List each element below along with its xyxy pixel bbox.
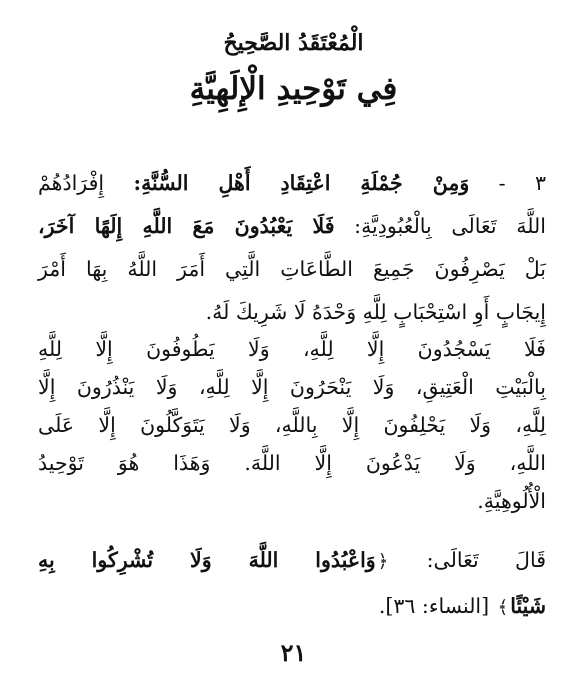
page-number: ٢١ [280,638,307,667]
page-title: الْمُعْتَقَدُ الصَّحِيحُ [223,30,364,56]
emphasis-text: فَلَا يَعْبُدُونَ مَعَ اللَّهِ إِلَهًا آخَرَ، [38,214,335,238]
paragraph-2-line-4: اللَّهِ، وَلَا يَدْعُونَ إِلَّا اللَّهَ. وَهَذَا هُوَ تَوْحِيدُ [38,451,546,475]
paragraph-3 [38,538,546,630]
paragraph-1-line-4: إِيجَابٍ أَوِ اسْتِحْبَابٍ لِلَّهِ وَحْدَهُ لَا شَرِيكَ لَهُ. [205,300,546,324]
ornament-close-icon: ﴾ [497,597,509,618]
ornament-open-icon: ﴿ [377,551,389,572]
paragraph-1-line-1 [38,162,546,205]
paragraph-1 [38,162,546,334]
emphasis-text: وَمِنْ جُمْلَةِ اعْتِقَادِ أَهْلِ السُّنَّةِ: [133,171,470,195]
page-subtitle: فِي تَوْحِيدِ الْإِلَهِيَّةِ [189,71,398,107]
quote-intro: قَالَ تَعَالَى: [390,548,546,572]
paragraph-3-line-1 [38,538,546,584]
item-number: ٣ - [469,171,546,195]
verse-citation: [النساء: ٣٦]. [378,594,496,618]
paragraph-2 [38,330,546,520]
paragraph-3-line-2 [38,584,546,630]
paragraph-1-line-2 [38,205,546,248]
quran-verse: وَاعْبُدُوا اللَّهَ وَلَا تُشْرِكُوا بِهِ [38,548,376,572]
quran-verse-end: شَيْئًا [510,594,546,618]
paragraph-2-line-5: الْأُلُوهِيَّةِ. [477,489,546,513]
paragraph-2-line-3: لِلَّهِ، وَلَا يَحْلِفُونَ إِلَّا بِاللَّهِ، وَلَا يَتَوَكَّلُونَ إِلَّا عَلَى [38,413,546,437]
paragraph-2-line-2: بِالْبَيْتِ الْعَتِيقِ، وَلَا يَنْحَرُونَ إِلَّا لِلَّهِ، وَلَا يَنْذُرُونَ إِلَّا [38,375,546,399]
body-text: إِفْرَادُهُمْ [38,171,134,195]
paragraph-1-line-3: بَلْ يَصْرِفُونَ جَمِيعَ الطَّاعَاتِ الَّتِي أَمَرَ اللَّهُ بِهَا أَمْرَ [38,257,546,281]
paragraph-2-line-1: فَلَا يَسْجُدُونَ إِلَّا لِلَّهِ، وَلَا يَطُوفُونَ إِلَّا لِلَّهِ [38,337,546,361]
body-text: اللَّهَ تَعَالَى بِالْعُبُودِيَّةِ: [334,214,546,238]
